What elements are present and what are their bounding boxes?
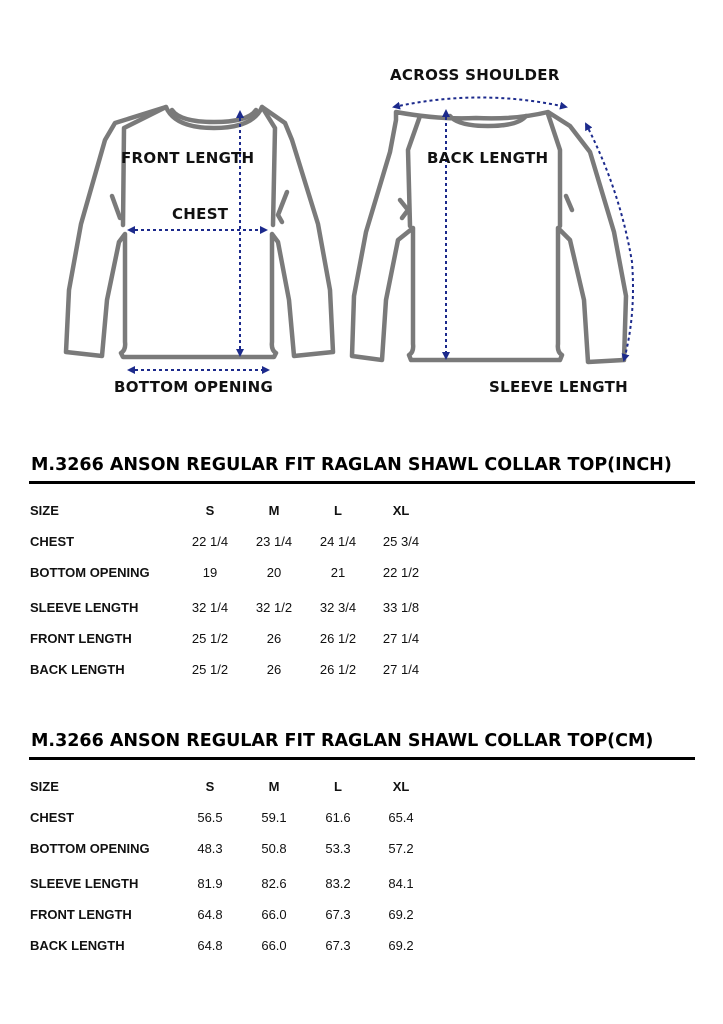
value-cell: 65.4 — [388, 810, 414, 825]
value-cell: 25 1/2 — [191, 631, 229, 646]
value-cell: 56.5 — [197, 810, 223, 825]
front-body-outline — [66, 107, 333, 357]
value-cell: 69.2 — [388, 907, 414, 922]
cm-title-rule — [29, 757, 695, 760]
back-arm-fold-left — [400, 200, 408, 218]
inch-row-back-length — [0, 660, 723, 680]
inch-table-title: M.3266 ANSON REGULAR FIT RAGLAN SHAWL COLLAR TOP(INCH) — [31, 455, 672, 475]
value-cell: 66.0 — [261, 907, 287, 922]
value-cell: 21 — [330, 565, 346, 580]
size-s: S — [205, 779, 215, 794]
cm-header-row — [0, 777, 723, 797]
across-shoulder-arrow — [394, 98, 566, 108]
value-cell: 81.9 — [197, 876, 223, 891]
inch-title-rule — [29, 481, 695, 484]
value-cell: 83.2 — [325, 876, 351, 891]
inch-row-chest — [0, 532, 723, 552]
row-label: SLEEVE LENGTH — [30, 876, 139, 891]
row-label: CHEST — [30, 534, 75, 549]
value-cell: 53.3 — [325, 841, 351, 856]
size-label: SIZE — [30, 503, 59, 518]
garment-measurement-diagram — [0, 0, 723, 410]
value-cell: 33 1/8 — [382, 600, 420, 615]
value-cell: 48.3 — [197, 841, 223, 856]
row-label: SLEEVE LENGTH — [30, 600, 139, 615]
row-label: BOTTOM OPENING — [30, 565, 150, 580]
cm-row-sleeve-length — [0, 874, 723, 894]
value-cell: 64.8 — [197, 938, 223, 953]
value-cell: 19 — [202, 565, 218, 580]
sleeve-length-label: SLEEVE LENGTH — [489, 378, 629, 396]
size-xl: XL — [392, 779, 410, 794]
value-cell: 84.1 — [388, 876, 414, 891]
value-cell: 22 1/2 — [382, 565, 420, 580]
size-s: S — [205, 503, 215, 518]
front-raglan-right — [262, 107, 275, 225]
value-cell: 67.3 — [325, 938, 351, 953]
front-arm-fold-left — [112, 196, 120, 218]
value-cell: 20 — [266, 565, 282, 580]
value-cell: 57.2 — [388, 841, 414, 856]
front-arm-fold-right — [278, 192, 287, 222]
value-cell: 26 — [266, 662, 282, 677]
size-m: M — [268, 779, 280, 794]
value-cell: 27 1/4 — [382, 662, 420, 677]
back-raglan-right — [548, 114, 560, 226]
cm-row-bottom-opening — [0, 839, 723, 859]
inch-row-sleeve-length — [0, 598, 723, 618]
value-cell: 24 1/4 — [319, 534, 357, 549]
back-length-label: BACK LENGTH — [427, 149, 549, 167]
value-cell: 32 1/4 — [191, 600, 229, 615]
value-cell: 69.2 — [388, 938, 414, 953]
value-cell: 50.8 — [261, 841, 287, 856]
value-cell: 22 1/4 — [191, 534, 229, 549]
value-cell: 61.6 — [325, 810, 351, 825]
row-label: BOTTOM OPENING — [30, 841, 150, 856]
front-length-label: FRONT LENGTH — [121, 149, 255, 167]
value-cell: 25 1/2 — [191, 662, 229, 677]
front-collar-inner — [172, 110, 256, 122]
cm-row-front-length — [0, 905, 723, 925]
size-xl: XL — [392, 503, 410, 518]
value-cell: 26 — [266, 631, 282, 646]
row-label: CHEST — [30, 810, 75, 825]
cm-row-chest — [0, 808, 723, 828]
value-cell: 64.8 — [197, 907, 223, 922]
value-cell: 26 1/2 — [319, 662, 357, 677]
front-view-sweater — [66, 107, 333, 357]
value-cell: 82.6 — [261, 876, 287, 891]
cm-row-back-length — [0, 936, 723, 956]
value-cell: 67.3 — [325, 907, 351, 922]
size-m: M — [268, 503, 280, 518]
value-cell: 26 1/2 — [319, 631, 357, 646]
size-l: L — [334, 503, 342, 518]
value-cell: 27 1/4 — [382, 631, 420, 646]
value-cell: 32 3/4 — [319, 600, 357, 615]
size-label: SIZE — [30, 779, 59, 794]
row-label: BACK LENGTH — [30, 938, 125, 953]
across-shoulder-label: ACROSS SHOULDER — [390, 66, 560, 84]
size-l: L — [334, 779, 342, 794]
inch-header-row — [0, 501, 723, 521]
value-cell: 23 1/4 — [255, 534, 293, 549]
inch-row-front-length — [0, 629, 723, 649]
value-cell: 59.1 — [261, 810, 287, 825]
value-cell: 66.0 — [261, 938, 287, 953]
row-label: FRONT LENGTH — [30, 907, 132, 922]
row-label: BACK LENGTH — [30, 662, 125, 677]
value-cell: 25 3/4 — [382, 534, 420, 549]
bottom-opening-label: BOTTOM OPENING — [114, 378, 274, 396]
value-cell: 32 1/2 — [255, 600, 293, 615]
row-label: FRONT LENGTH — [30, 631, 132, 646]
back-arm-fold-right — [566, 196, 572, 210]
chest-label: CHEST — [172, 205, 229, 223]
cm-table-title: M.3266 ANSON REGULAR FIT RAGLAN SHAWL COLLAR TOP(CM) — [31, 731, 654, 751]
inch-row-bottom-opening — [0, 563, 723, 583]
